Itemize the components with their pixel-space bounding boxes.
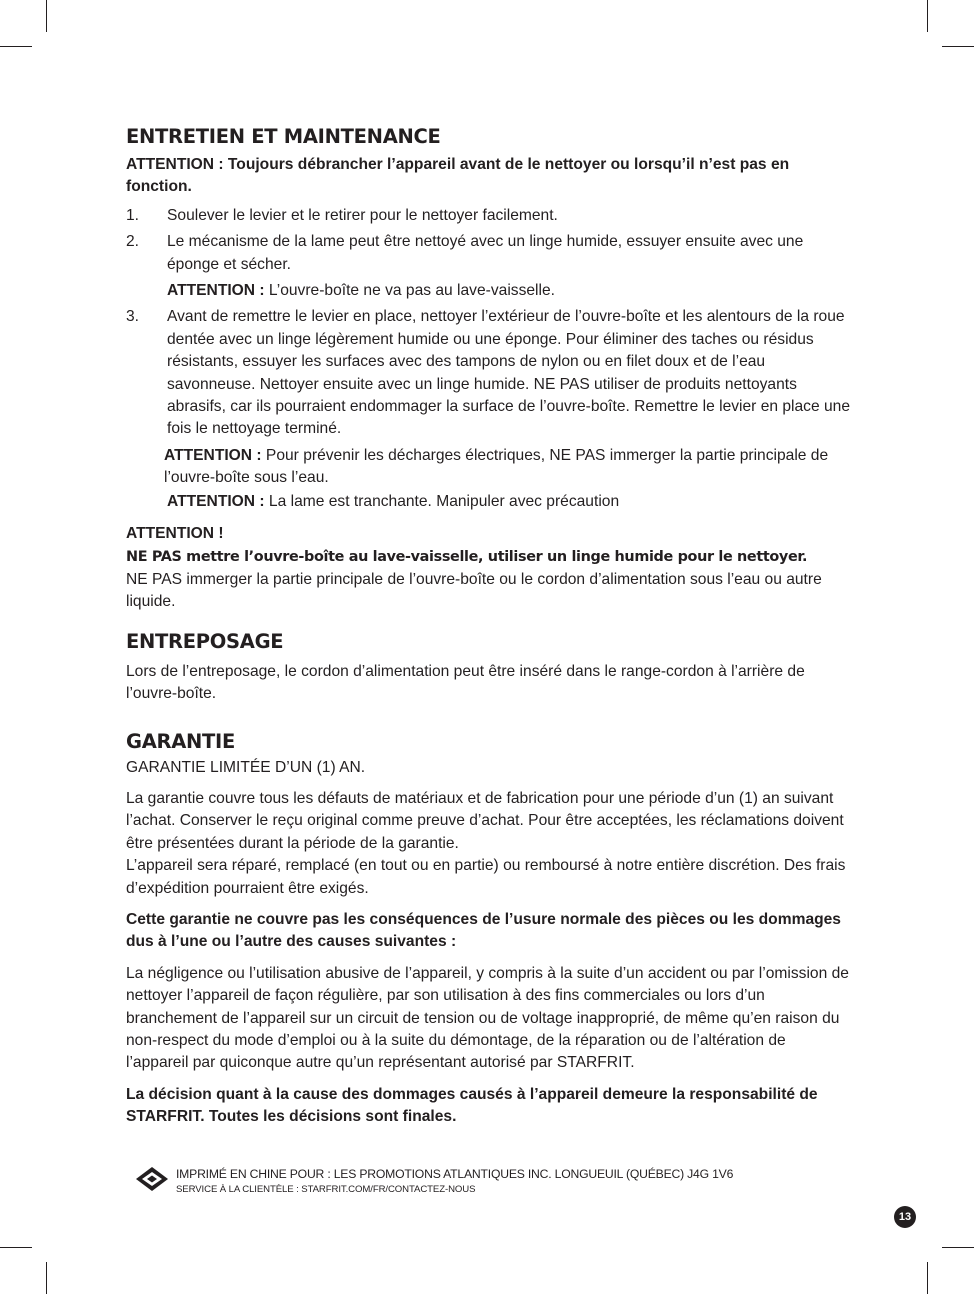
step-3 — [126, 306, 851, 440]
unplug-warning: ATTENTION : Toujours débrancher l’appareil avant de le nettoyer ou lorsqu’il n’est pas en fonction. — [126, 156, 790, 196]
crop-mark — [942, 1247, 974, 1248]
note-label: ATTENTION : — [167, 282, 265, 300]
warranty-exclusions-intro: Cette garantie ne couvre pas les conséquences de l’usure normale des pièces ou les dommages dus à l’une ou l’autre des causes suivantes : — [126, 910, 841, 951]
step-number: 1. — [126, 206, 140, 224]
step-text: Le mécanisme de la lame peut être nettoyé avec un linge humide, essuyer ensuite avec une éponge et sécher. — [167, 233, 804, 273]
note-electric-shock — [126, 445, 851, 490]
attention-dishwasher: NE PAS mettre l’ouvre-boîte au lave-vaisselle, utiliser un linge humide pour le nettoyer. — [126, 548, 808, 565]
step-text: Soulever le levier et le retirer pour le nettoyer facilement. — [167, 206, 558, 224]
step-number: 2. — [126, 233, 140, 251]
footer-customer-service: SERVICE À LA CLIENTÈLE : STARFRIT.COM/FR/CONTACTEZ-NOUS — [176, 1184, 476, 1195]
step-text: Avant de remettre le levier en place, nettoyer l’extérieur de l’ouvre-boîte et les alentours de la roue dentée avec un linge légèrement humide ou une éponge. Pour éliminer des taches ou résidus résistants, essuyer les surfaces avec des tampons de nylon ou en filet doux et de l’eau savonneuse. Nettoyer ensuite avec un linge humide. NE PAS utiliser de produits nettoyants abrasifs, car ils pourraient endommager la surface de l’ouvre-boîte. Remettre le levier en place une fois le nettoyage terminé. — [167, 308, 851, 438]
attention-title: ATTENTION ! — [126, 525, 224, 543]
note-sharp-blade — [126, 491, 851, 513]
warranty-final: La décision quant à la cause des dommages causés à l’appareil demeure la responsabilité de STARFRIT. Toutes les décisions sont finales. — [126, 1085, 818, 1126]
crop-mark — [0, 46, 32, 47]
note-text: Pour prévenir les décharges électriques, NE PAS immerger la partie principale de l’ouvre-boîte sous l’eau. — [164, 446, 829, 487]
warranty-heading: GARANTIE — [126, 729, 236, 753]
warranty-remedy: L’appareil sera réparé, remplacé (en tout ou en partie) ou remboursé à notre entière discrétion. Des frais d’expédition pourraient être exigés. — [126, 857, 846, 897]
crop-mark — [942, 46, 974, 47]
warranty-exclusions: La négligence ou l’utilisation abusive de l’appareil, y compris à la suite d’un accident ou par l’omission de nettoyer l’appareil de façon régulière, par son utilisation à des fins commerciales ou lors d’un branchement de l’appareil sur un circuit de tension ou de voltage inapproprié, de même qu’en raison du non-respect du mode d’emploi ou à la suite du démontage, de la réparation ou de l’altération de l’appareil par quiconque autre qu’un représentant autorisé par STARFRIT. — [126, 964, 849, 1072]
crop-mark — [46, 0, 47, 32]
footer-printed-in: IMPRIMÉ EN CHINE POUR : LES PROMOTIONS ATLANTIQUES INC. LONGUEUIL (QUÉBEC) J4G 1V6 — [176, 1167, 734, 1181]
step-number: 3. — [126, 308, 140, 326]
storage-text: Lors de l’entreposage, le cordon d’alimentation peut être inséré dans le range-cordon à l’arrière de l’ouvre-boîte. — [126, 662, 805, 703]
crop-mark — [927, 0, 928, 32]
note-text: L’ouvre-boîte ne va pas au lave-vaisselle. — [264, 282, 555, 300]
attention-immerse: NE PAS immerger la partie principale de l’ouvre-boîte ou le cordon d’alimentation sous l’eau ou autre liquide. — [126, 570, 822, 611]
crop-mark — [46, 1262, 47, 1294]
note-dishwasher — [126, 280, 851, 302]
warranty-coverage: La garantie couvre tous les défauts de matériaux et de fabrication pour une période d’un (1) an suivant l’achat. Conserver le reçu original comme preuve d’achat. Pour être acceptées, les réclamations doivent être présentées durant la période de la garantie. — [126, 789, 844, 852]
starfrit-logo-icon — [136, 1167, 168, 1191]
crop-mark — [0, 1247, 32, 1248]
crop-mark — [927, 1262, 928, 1294]
note-label: ATTENTION : — [167, 492, 265, 510]
warranty-subtitle: GARANTIE LIMITÉE D’UN (1) AN. — [126, 758, 366, 776]
maintenance-heading: ENTRETIEN ET MAINTENANCE — [126, 125, 441, 148]
note-label: ATTENTION : — [164, 446, 262, 464]
step-2 — [126, 231, 851, 276]
page-number-badge: 13 — [894, 1206, 916, 1228]
storage-heading: ENTREPOSAGE — [126, 629, 284, 653]
page-content — [126, 124, 851, 1129]
step-1 — [126, 205, 851, 227]
note-text: La lame est tranchante. Manipuler avec précaution — [264, 492, 620, 510]
